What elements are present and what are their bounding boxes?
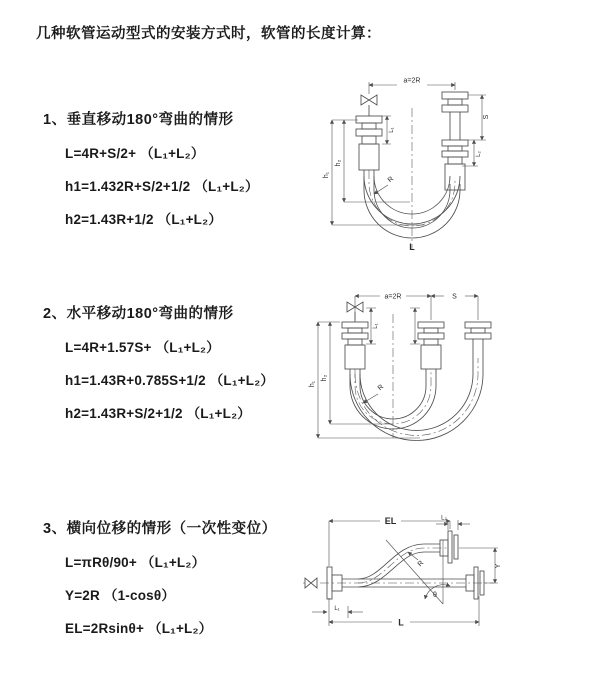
dimension-lines	[312, 520, 498, 626]
moving-pipe-fitting-position-2	[465, 322, 491, 358]
dim-label-h2: h₂	[335, 159, 342, 167]
dim-label-l: L	[398, 617, 404, 628]
formula-line: L=πRθ/90+ （L₁+L₂）	[65, 555, 206, 570]
formula-line: h2=1.43R+S/2+1/2 （L₁+L₂）	[65, 406, 251, 421]
hose-u-bend	[350, 358, 483, 441]
dim-label-r: R	[386, 175, 396, 185]
dim-label-s: S	[483, 114, 490, 120]
section-lateral-displacement	[43, 517, 277, 637]
valve-icon	[361, 95, 377, 116]
technical-drawing-2	[308, 286, 598, 458]
page-title: 几种软管运动型式的安装方式时，软管的长度计算：	[36, 26, 381, 42]
valve-icon	[305, 578, 317, 588]
dim-label-y: Y	[495, 563, 502, 569]
dim-label-a2r: a=2R	[403, 77, 421, 85]
section-horizontal-movement	[43, 302, 274, 422]
dim-label-l: L	[409, 242, 415, 252]
dim-label-l2: L₂	[441, 515, 447, 522]
diagram-vertical-180-bend	[312, 70, 590, 262]
formula-line: L=4R+1.57S+ （L₁+L₂）	[65, 340, 220, 355]
dim-label-l2: L₂	[476, 151, 482, 157]
moving-pipe-fitting	[442, 92, 468, 190]
formula-line: h2=1.43R+1/2 （L₁+L₂）	[65, 212, 223, 227]
section-2-heading: 2、水平移动180°弯曲的情形	[43, 306, 234, 322]
dim-label-l1: L₁	[389, 127, 395, 133]
section-vertical-movement	[43, 108, 259, 228]
dim-label-r: R	[416, 559, 426, 569]
dim-label-h2: h₂	[321, 374, 328, 382]
formula-line: L=4R+S/2+ （L₁+L₂）	[65, 146, 205, 161]
formula-line: Y=2R （1-cosθ）	[65, 588, 176, 603]
dimension-lines	[332, 82, 486, 225]
fixed-pipe-fitting	[342, 322, 368, 369]
dim-label-theta: θ	[433, 592, 437, 599]
dim-label-s: S	[452, 293, 457, 301]
section-1-heading: 1、垂直移动180°弯曲的情形	[43, 112, 234, 128]
formula-line: h1=1.43R+0.785S+1/2 （L₁+L₂）	[65, 373, 275, 388]
diagram-lateral-displacement	[298, 506, 598, 651]
formula-line: EL=2Rsinθ+ （L₁+L₂）	[65, 621, 213, 636]
dim-label-l1: L₁	[373, 323, 379, 329]
dim-label-h1: h₁	[323, 171, 330, 179]
diagram-horizontal-180-bend	[308, 286, 598, 458]
dim-label-l1: L₁	[334, 606, 340, 612]
moving-pipe-fitting-position-1	[418, 322, 444, 369]
formula-line: h1=1.432R+S/2+1/2 （L₁+L₂）	[65, 179, 259, 194]
dim-label-h1: h₁	[309, 380, 316, 388]
dim-label-el: EL	[384, 516, 397, 526]
technical-drawing-3	[298, 506, 598, 651]
fixed-pipe-fitting	[356, 116, 382, 170]
section-3-heading: 3、横向位移的情形（一次性变位）	[43, 521, 277, 537]
technical-drawing-1	[312, 70, 590, 262]
dim-label-a2r: a=2R	[384, 293, 402, 301]
dim-label-r: R	[376, 383, 386, 393]
